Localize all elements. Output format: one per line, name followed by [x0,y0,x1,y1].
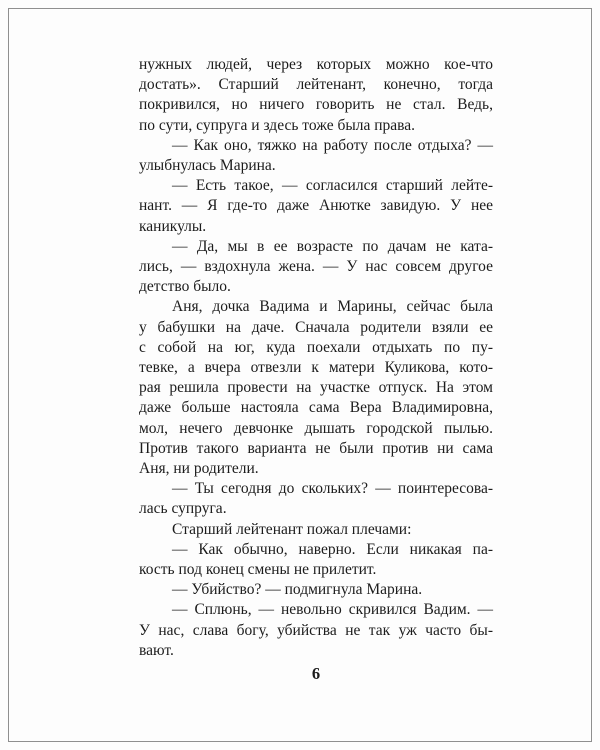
paragraph [139,540,493,580]
paragraph [139,55,493,136]
text-line: — Убийство? — подмигнула Марина. [172,581,423,599]
text-line: покривился, но ничего говорить не стал. Ведь, [139,96,493,114]
text-line: с собой на юг, куда поехали отдыхать по пу- [139,338,493,356]
paragraph [139,600,493,661]
paragraph [139,479,493,519]
text-line: — Да, мы в ее возрасте по дачам не ката- [172,237,493,255]
text-block [139,55,493,661]
text-line: — Есть такое, — согласился старший лейте- [172,177,493,195]
text-line: мол, нечего девчонке дышать городской пылью. [139,419,493,437]
paragraph [139,297,493,479]
text-line: вают. [139,641,174,659]
paragraph [139,520,493,540]
text-line: У нас, слава богу, убийства не так уж часто бы- [139,621,493,639]
text-line: даже больше настояла сама Вера Владимировна, [139,399,493,417]
page-number: 6 [311,664,321,683]
text-line: детство было. [139,278,231,296]
paragraph [139,237,493,298]
text-line: лись, — вздохнула жена. — У нас совсем другое [139,258,493,276]
text-line: кость под конец смены не прилетит. [139,561,377,579]
text-line: Аня, ни родители. [139,460,259,478]
text-line: — Ты сегодня до скольких? — поинтересова- [172,480,493,498]
text-line: — Как обычно, наверно. Если никакая па- [172,540,493,558]
text-line: каникулы. [139,217,207,235]
text-line: Против такого варианта не были против ни сама [139,439,493,457]
paragraph [139,580,493,600]
text-line: у бабушки на даче. Сначала родители взяли ее [139,318,493,336]
text-line: лась супруга. [139,500,227,518]
text-line: по сути, супруга и здесь тоже была права. [139,116,416,134]
text-line: достать». Старший лейтенант, конечно, тогда [139,76,493,94]
text-line: нужных людей, через которых можно кое-что [139,56,493,73]
text-line: — Сплюнь, — невольно скривился Вадим. — [172,601,493,619]
paragraph [139,136,493,176]
text-line: нант. — Я где-то даже Анютке завидую. У нее [139,197,493,215]
paragraph [139,176,493,237]
text-line: рая решила провести на участке отпуск. На этом [139,379,493,397]
text-line: Аня, дочка Вадима и Марины, сейчас была [172,298,493,316]
text-line: — Как оно, тяжко на работу после отдыха? — [172,136,493,154]
text-line: тевке, а вчера отвезли к матери Куликова, кото- [139,359,493,377]
text-line: улыбнулась Марина. [139,157,276,175]
text-line: Старший лейтенант пожал плечами: [172,520,412,538]
